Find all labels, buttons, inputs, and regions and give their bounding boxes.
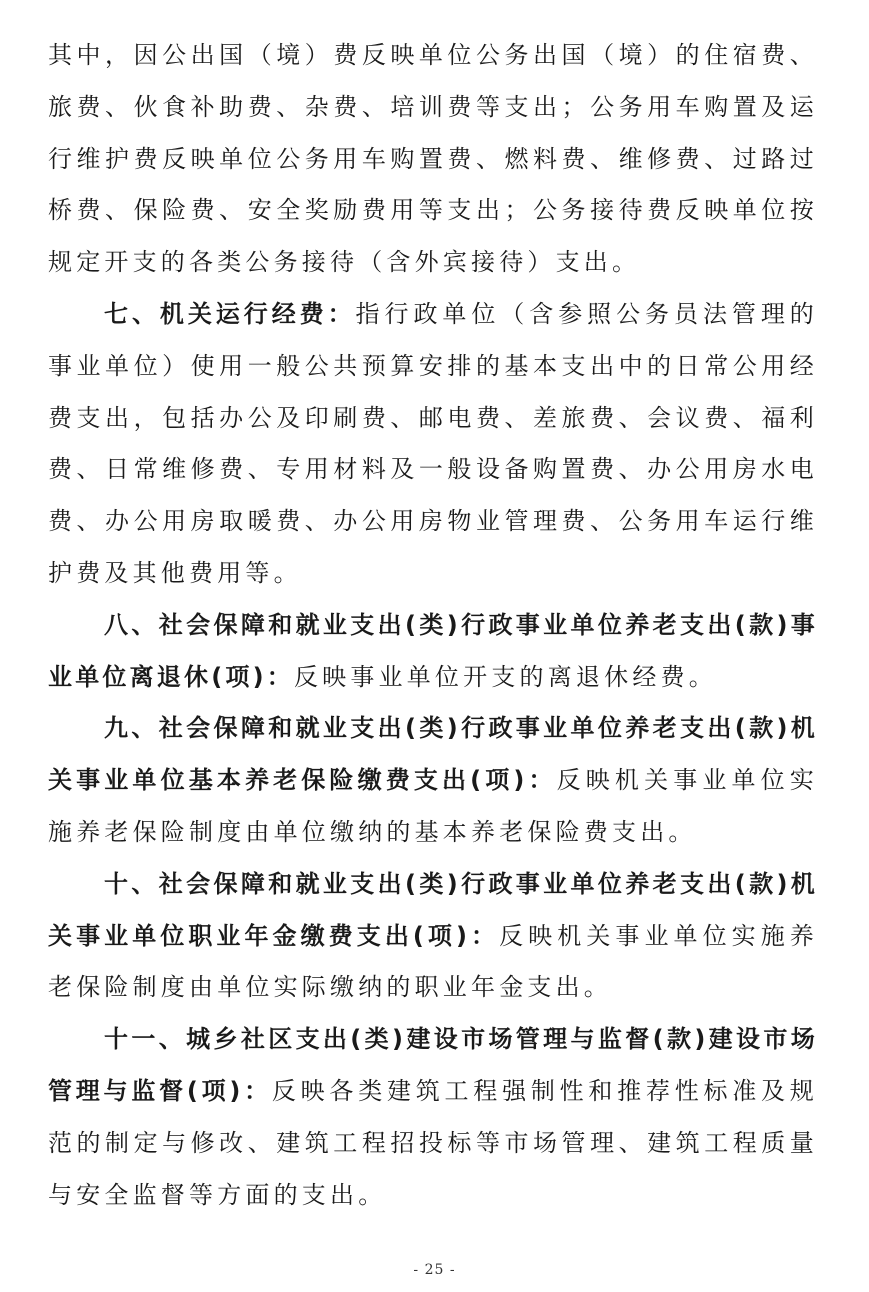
- paragraph-body: 反映机关事业单位实施养老保险制度由单位缴纳的基本养老保险费支出。: [48, 766, 818, 846]
- paragraph-continuation: [48, 30, 818, 289]
- page-number: - 25 -: [413, 1262, 456, 1278]
- paragraph-heading: 七、机关运行经费：: [104, 299, 356, 328]
- paragraph-item-10: [48, 859, 818, 1014]
- paragraph-item-7: [48, 289, 818, 600]
- paragraph-heading: 九、社会保障和就业支出(类)行政事业单位养老支出(款)机关事业单位基本养老保险缴费支出(项)：: [48, 714, 818, 795]
- paragraph-heading: 八、社会保障和就业支出(类)行政事业单位养老支出(款)事业单位离退休(项)：: [48, 610, 818, 691]
- paragraph-body: 反映机关事业单位实施养老保险制度由单位实际缴纳的职业年金支出。: [48, 921, 818, 1002]
- paragraph-item-8: [48, 600, 818, 704]
- paragraph-body: 反映事业单位开支的离退休经费。: [293, 662, 717, 691]
- paragraph-item-11: [48, 1014, 818, 1221]
- paragraph-body: 其中，因公出国（境）费反映单位公务出国（境）的住宿费、旅费、伙食补助费、杂费、培训费等支出；公务用车购置及运行维护费反映单位公务用车购置费、燃料费、维修费、过路过桥费、保险费、安全奖励费用等支出；公务接待费反映单位按规定开支的各类公务接待（含外宾接待）支出。: [48, 41, 818, 277]
- paragraph-body: 反映各类建筑工程强制性和推荐性标准及规范的制定与修改、建筑工程招投标等市场管理、建筑工程质量与安全监督等方面的支出。: [48, 1076, 818, 1209]
- document-body: [48, 30, 818, 1221]
- paragraph-heading: 十一、城乡社区支出(类)建设市场管理与监督(款)建设市场管理与监督(项)：: [48, 1025, 818, 1105]
- paragraph-item-9: [48, 703, 818, 858]
- paragraph-body: 指行政单位（含参照公务员法管理的事业单位）使用一般公共预算安排的基本支出中的日常公用经费支出，包括办公及印刷费、邮电费、差旅费、会议费、福利费、日常维修费、专用材料及一般设备购置费、办公用房水电费、办公用房取暖费、办公用房物业管理费、公务用车运行维护费及其他费用等。: [48, 299, 818, 587]
- paragraph-heading: 十、社会保障和就业支出(类)行政事业单位养老支出(款)机关事业单位职业年金缴费支出(项)：: [48, 869, 818, 950]
